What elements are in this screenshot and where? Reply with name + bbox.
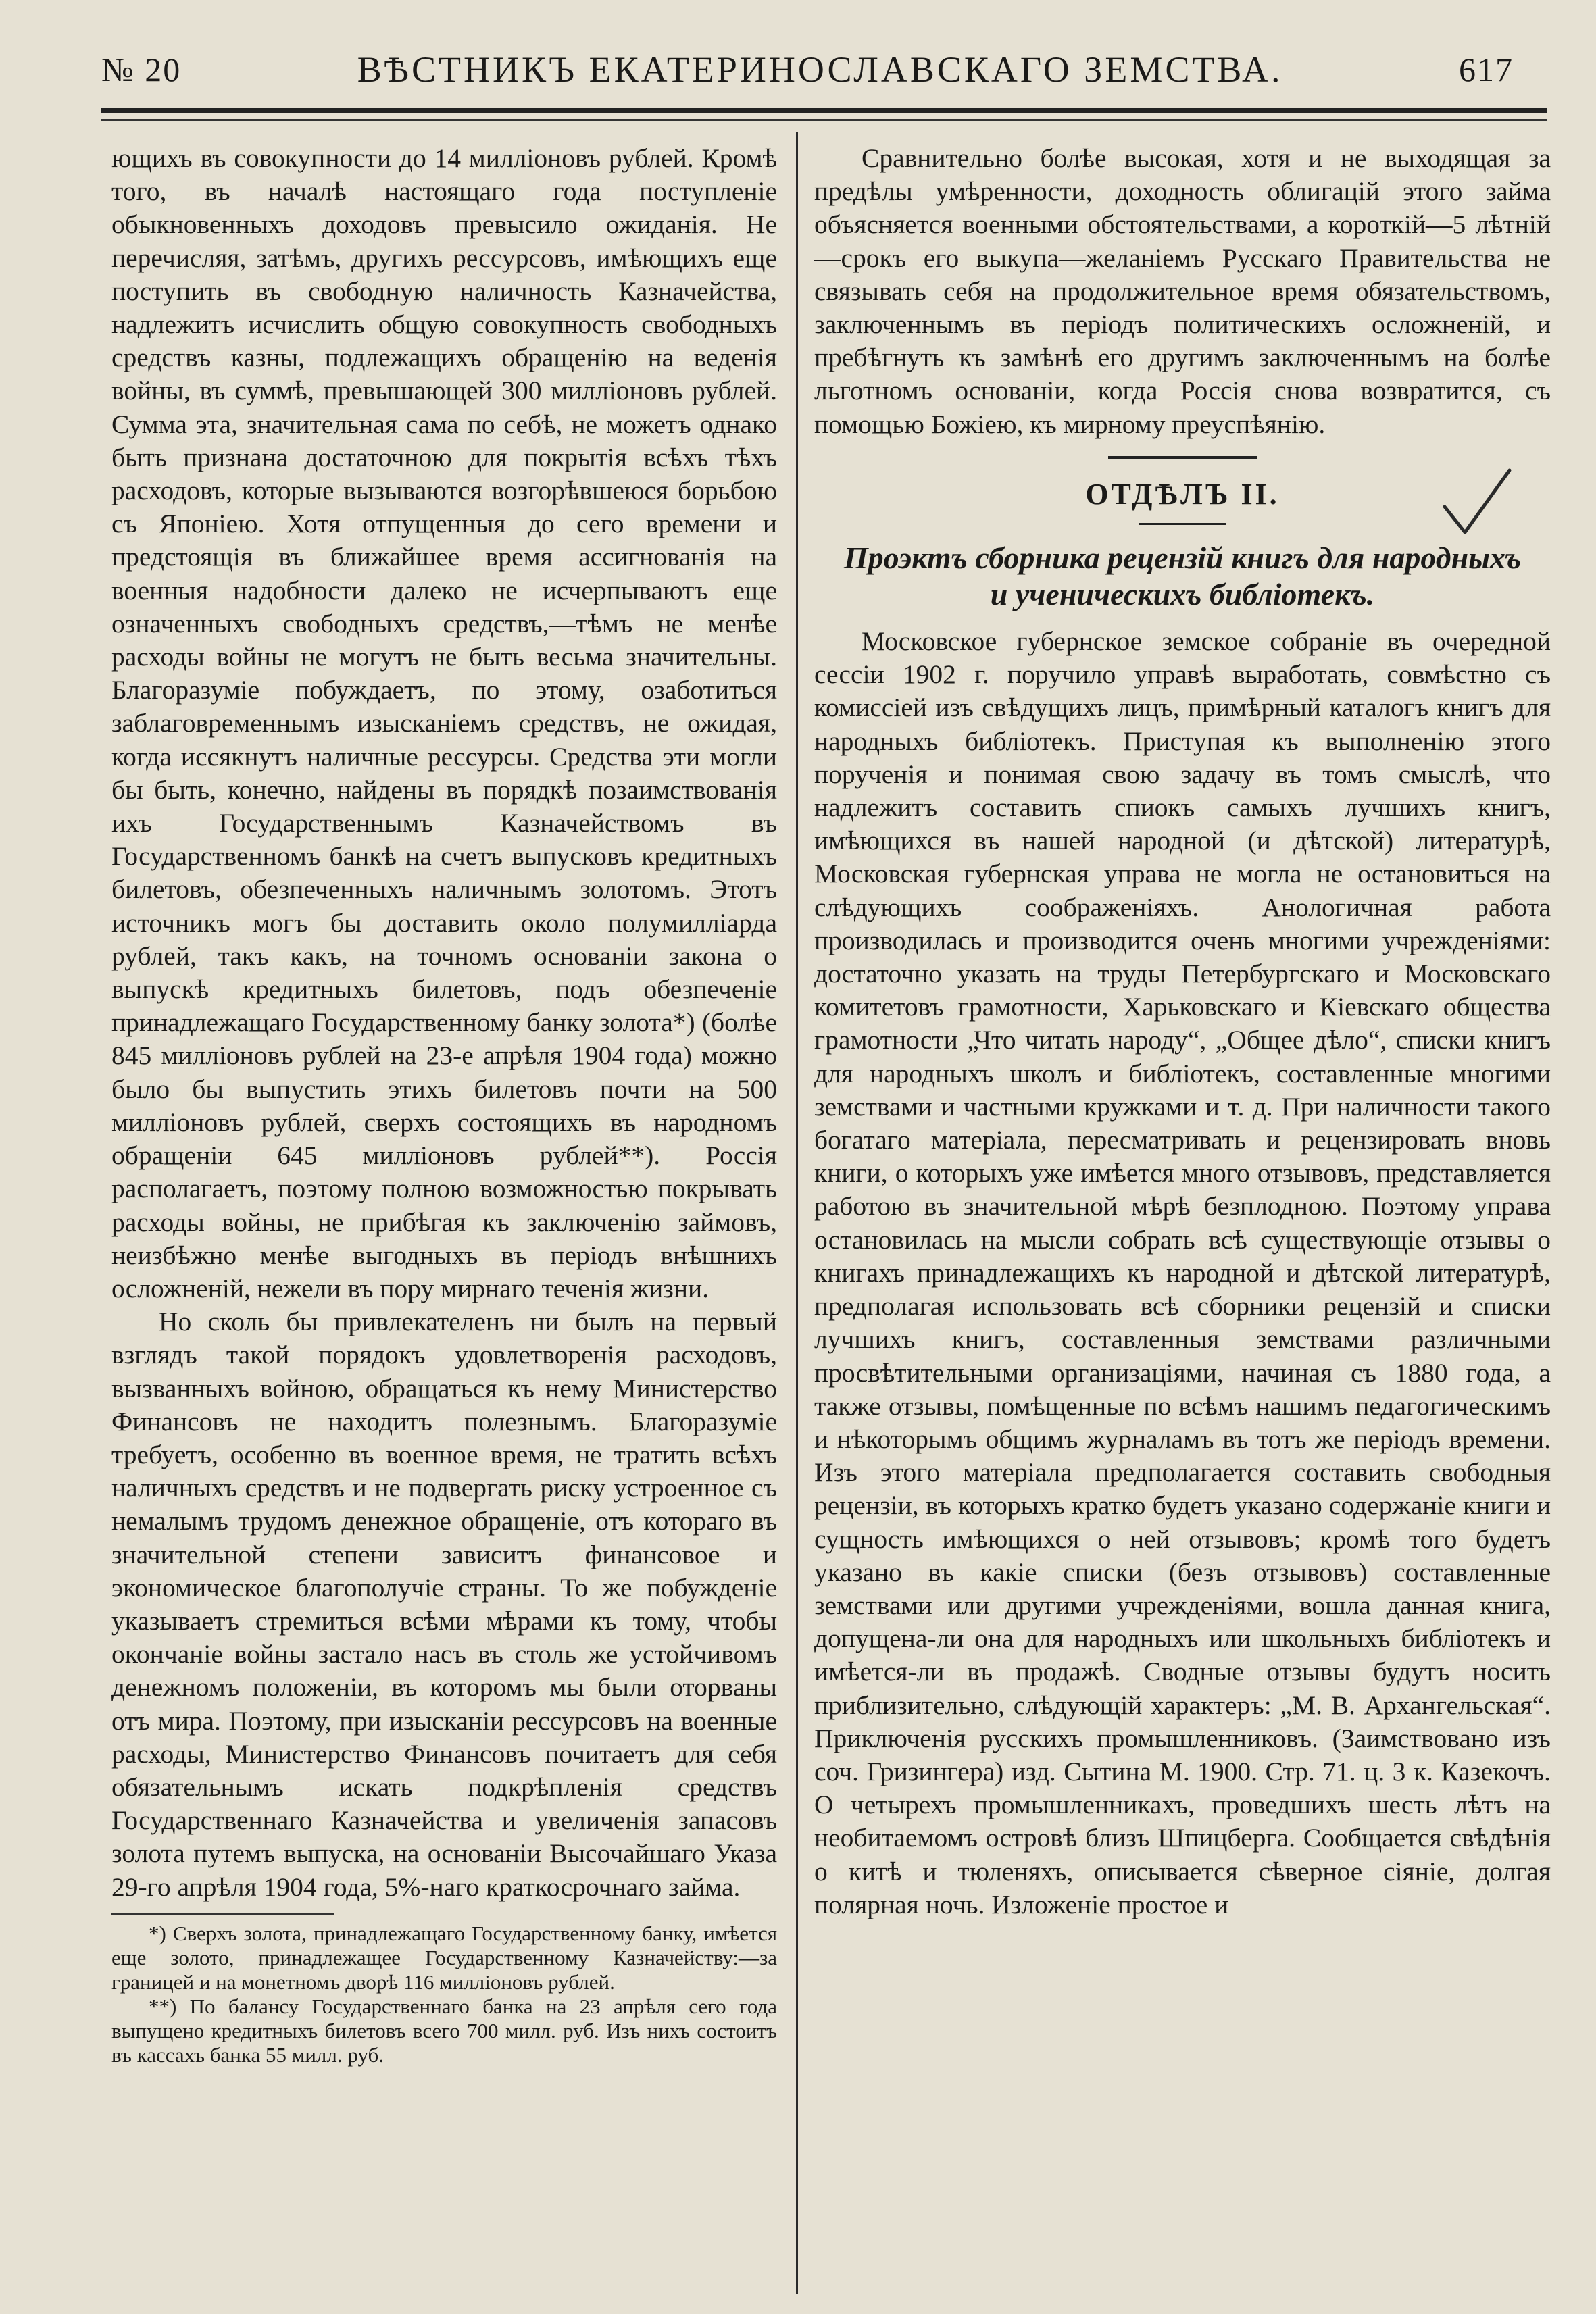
left-paragraph-1: ющихъ въ совокупности до 14 милліоновъ рублей. Кромѣ того, въ началѣ настоящаго года поступленіе обыкновенныхъ доходовъ превысило ожиданія. Не перечисляя, затѣмъ, другихъ рессурсовъ, имѣющихъ еще поступить въ свободную наличность Казначейства, надлежитъ исчислить общую совокупность свободныхъ средствъ казны, подлежащихъ обращенію на веденія войны, въ суммѣ, превышающей 300 милліоновъ рублей. Сумма эта, значительная сама по себѣ, не можетъ однако быть признана достаточною для покрытія всѣхъ тѣхъ расходовъ, которые вызываются возгорѣвшеюся борьбою съ Японіею. Хотя отпущенныя до сего времени и предстоящія въ ближайшее время ассигнованія на военныя надобности далеко не исчерпываютъ еще означенныхъ свободныхъ средствъ,—тѣмъ не менѣе расходы войны не могутъ не быть весьма значительны. Благоразуміе побуждаетъ, по этому, озаботиться заблаговременнымъ изысканіемъ средствъ, не ожидая, когда иссякнутъ наличные рессурсы. Средства эти могли бы быть, конечно, найдены въ порядкѣ позаимствованія ихъ Государственнымъ Казначействомъ въ Государственномъ банкѣ на счетъ выпусковъ кредитныхъ билетовъ, обезпеченныхъ наличнымъ золотомъ. Этотъ источникъ могъ бы доставить около полумилліарда рублей, такъ какъ, на точномъ основаніи закона о выпускѣ кредитныхъ билетовъ, подъ обезпеченіе принадлежащаго Государственному банку золота*) (болѣе 845 милліоновъ рублей на 23-е апрѣля 1904 года) можно было бы выпустить этихъ билетовъ почти на 500 милліоновъ рублей, сверхъ состоящихъ въ народномъ обращеніи 645 милліоновъ рублей**). Россія располагаетъ, поэтому полною возможностью покрывать расходы войны, не прибѣгая къ заключенію займовъ, неизбѣжно менѣе выгодныхъ въ періодъ внѣшнихъ осложненій, нежели въ пору мирнаго теченія жизни. bbox=[111, 143, 777, 1303]
journal-title: ВѢСТНИКЪ ЕКАТЕРИНОСЛАВСКАГО ЗЕМСТВА. bbox=[357, 49, 1283, 90]
article-title-line-1: Проэктъ сборника рецензій книгъ для народныхъ bbox=[843, 540, 1522, 576]
footnote-1: *) Сверхъ золота, принадлежащаго Государственному банку, имѣется еще золото, принадлежащее Государственному Казначейству:—за границей и на монетномъ дворѣ 116 милліоновъ рублей. bbox=[111, 1921, 777, 1994]
right-paragraph-1: Сравнительно болѣе высокая, хотя и не выходящая за предѣлы умѣренности, доходность облигацій этого займа объясняется военными обстоятельствами, а короткій—5 лѣтній—срокъ его выкупа—желаніемъ Русскаго Правительства не связывать себя на продолжительное время обязательствомъ, заключеннымъ въ періодъ политическихъ осложненій, и пребѣгнуть къ замѣнѣ его другимъ заключеннымъ на болѣе льготномъ основаніи, когда Россія снова возвратится, съ помощью Божіею, къ мирному преуспѣянію. bbox=[814, 143, 1551, 439]
footnote-rule bbox=[111, 1913, 334, 1915]
right-column bbox=[814, 142, 1551, 1921]
section-heading: ОТДѢЛЪ II. bbox=[1085, 477, 1280, 511]
footnotes bbox=[111, 1921, 777, 2067]
right-paragraph-2: Московское губернское земское собраніе въ очередной сессіи 1902 г. поручило управѣ выработать, совмѣстно съ комиссіей изъ свѣдущихъ лицъ, примѣрный каталогъ книгъ для народныхъ библіотекъ. Приступая къ выполненію этого порученія и понимая свою задачу въ томъ смыслѣ, что надлежитъ составить спиокъ самыхъ лучшихъ книгъ, имѣющихся въ нашей народной (и дѣтской) литературѣ, Московская губернская управа не могла не остановиться на слѣдующихъ соображеніяхъ. Анологичная работа производилась и производится очень многими учрежденіями: достаточно указать на труды Петербургскаго и Московскаго комитетовъ грамотности, Харьковскаго и Кіевскаго общества грамотности „Что читать народу“, „Общее дѣло“, списки книгъ для народныхъ школъ и библіотекъ, составленные многими земствами и частными кружками и т. д. При наличности такого богатаго матеріала, пересматривать и рецензировать вновь книги, о которыхъ уже имѣется много отзывовъ, представляется работою въ значительной мѣрѣ безплодною. Поэтому управа остановилась на мысли собрать всѣ существующіе отзывы о книгахъ принадлежащихъ къ народной и дѣтской литературѣ, предполагая использовать всѣ сборники рецензій и списки лучшихъ книгъ, составленныя земствами различными просвѣтительными организаціями, начиная съ 1880 года, а также отзывы, помѣщенные по всѣмъ нашимъ педагогическимъ и нѣкоторымъ общимъ журналамъ въ тотъ же періодъ времени. Изъ этого матеріала предполагается составить свободныя рецензіи, въ которыхъ кратко будетъ указано содержаніе книги и сущность имѣющихся о ней отзывовъ; кромѣ того будетъ указано въ какіе списки (безъ отзывовъ) составленные земствами или другими учрежденіями, вошла данная книга, допущена-ли она для народныхъ или школьныхъ библіотекъ и имѣется-ли въ продажѣ. Сводные отзывы будутъ носить приблизительно, слѣдующій характеръ: „М. В. Архангельская“. Приключенія русскихъ промышленниковъ. (Заимствовано изъ соч. Гризингера) изд. Сытина М. 1900. Стр. 71. ц. 3 к. Казекочъ. О четырехъ промышленникахъ, проведшихъ шесть лѣтъ на необитаемомъ островѣ близъ Шпицберга. Сообщается свѣдѣнія о китѣ и тюленяхъ, описывается сѣверное сіяніе, долгая полярная ночь. Изложеніе простое и bbox=[814, 626, 1551, 1919]
section-rule-top bbox=[1108, 456, 1257, 459]
page-number: 617 bbox=[1459, 51, 1514, 89]
header-rule-thick bbox=[101, 108, 1547, 113]
issue-number: № 20 bbox=[101, 51, 182, 89]
article-title-line-2: и ученическихъ библіотекъ. bbox=[990, 577, 1375, 612]
column-divider bbox=[796, 132, 798, 2294]
left-paragraph-2: Но сколь бы привлекателенъ ни былъ на первый взглядъ такой порядокъ удовлетворенія расходовъ, вызванныхъ войною, обращаться къ нему Министерство Финансовъ не находитъ полезнымъ. Благоразуміе требуетъ, особенно въ военное время, не тратить всѣхъ наличныхъ средствъ и не подвергать риску устроенное съ немалымъ трудомъ денежное обращеніе, отъ котораго въ значительной степени зависитъ финансовое и экономическое благополучіе страны. То же побужденіе указываетъ стремиться всѣми мѣрами къ тому, чтобы окончаніе войны застало насъ въ столь же устойчивомъ денежномъ положеніи, въ которомъ мы были оторваны отъ мира. Поэтому, при изысканіи рессурсовъ на военные расходы, Министерство Финансовъ почитаетъ для себя обязательнымъ искать подкрѣпленія средствъ Государственнаго Казначейства и увеличенія запасовъ золота путемъ выпуска, на основаніи Высочайшаго Указа 29-го апрѣля 1904 года, 5%-наго краткосрочнаго займа. bbox=[111, 1307, 777, 1902]
article-title bbox=[814, 540, 1551, 613]
footnote-2: **) По балансу Государственнаго банка на 23 апрѣля сего года выпущено кредитныхъ билетовъ всего 700 милл. руб. Изъ нихъ состоитъ въ кассахъ банка 55 милл. руб. bbox=[111, 1994, 777, 2067]
page-header bbox=[101, 39, 1514, 100]
section-rule-bottom bbox=[1139, 523, 1226, 525]
header-rule-thin bbox=[101, 119, 1547, 121]
left-column bbox=[111, 142, 777, 2067]
check-mark-icon bbox=[1439, 466, 1514, 540]
